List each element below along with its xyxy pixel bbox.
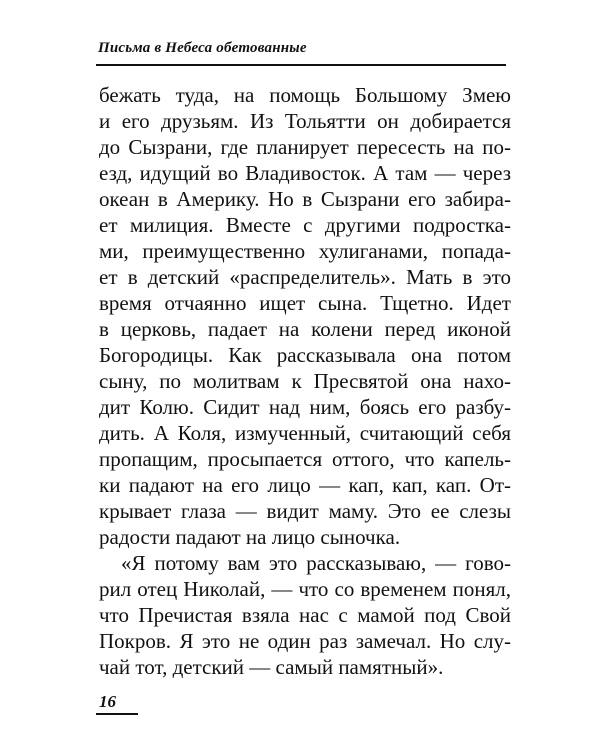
text-line: «Я потому вам это рассказываю, — гово- xyxy=(121,551,511,575)
text-line: ет в детский «распределитель». Мать в это xyxy=(99,265,511,289)
text-line: езд, идущий во Владивосток. А там — через xyxy=(99,161,511,185)
text-line: дить. А Коля, измученный, считающий себя xyxy=(99,421,511,445)
text-line: чай тот, детский — самый памятный». xyxy=(99,655,444,679)
text-line: бежать туда, на помощь Большому Змею xyxy=(99,83,511,107)
running-head: Письма в Небеса обетованные xyxy=(98,40,307,56)
header-rule xyxy=(96,64,506,66)
page-number: 16 xyxy=(99,692,116,711)
text-line: в церковь, падает на колени перед иконой xyxy=(99,317,511,341)
text-line: Покров. Я это не один раз замечал. Но слу- xyxy=(99,629,511,653)
text-line: крывает глаза — видит маму. Это ее слезы xyxy=(99,499,511,523)
text-line: пропащим, просыпается оттого, что капель- xyxy=(99,447,511,471)
footer-rule xyxy=(96,713,138,715)
text-line: Богородицы. Как рассказывала она потом xyxy=(99,343,511,367)
text-line: что Пречистая взяла нас с мамой под Свой xyxy=(99,603,511,627)
page-body xyxy=(99,82,511,680)
text-line: радости падают на лицо сыночка. xyxy=(99,525,401,549)
text-line: и его друзьям. Из Тольятти он добирается xyxy=(99,109,511,133)
text-line: время отчаянно ищет сына. Тщетно. Идет xyxy=(99,291,511,315)
text-line: океан в Америку. Но в Сызрани его забира- xyxy=(99,187,511,211)
text-line: ет милиция. Вместе с другими подростка- xyxy=(99,213,511,237)
text-line: рил отец Николай, — что со временем понял, xyxy=(99,577,511,601)
text-line: сыну, по молитвам к Пресвятой она нахо- xyxy=(99,369,511,393)
text-line: ми, преимущественно хулиганами, попада- xyxy=(99,239,511,263)
text-line: дит Колю. Сидит над ним, боясь его разбу- xyxy=(99,395,511,419)
text-line: ки падают на его лицо — кап, кап, кап. От- xyxy=(99,473,511,497)
text-line: до Сызрани, где планирует пересесть на по- xyxy=(99,135,511,159)
